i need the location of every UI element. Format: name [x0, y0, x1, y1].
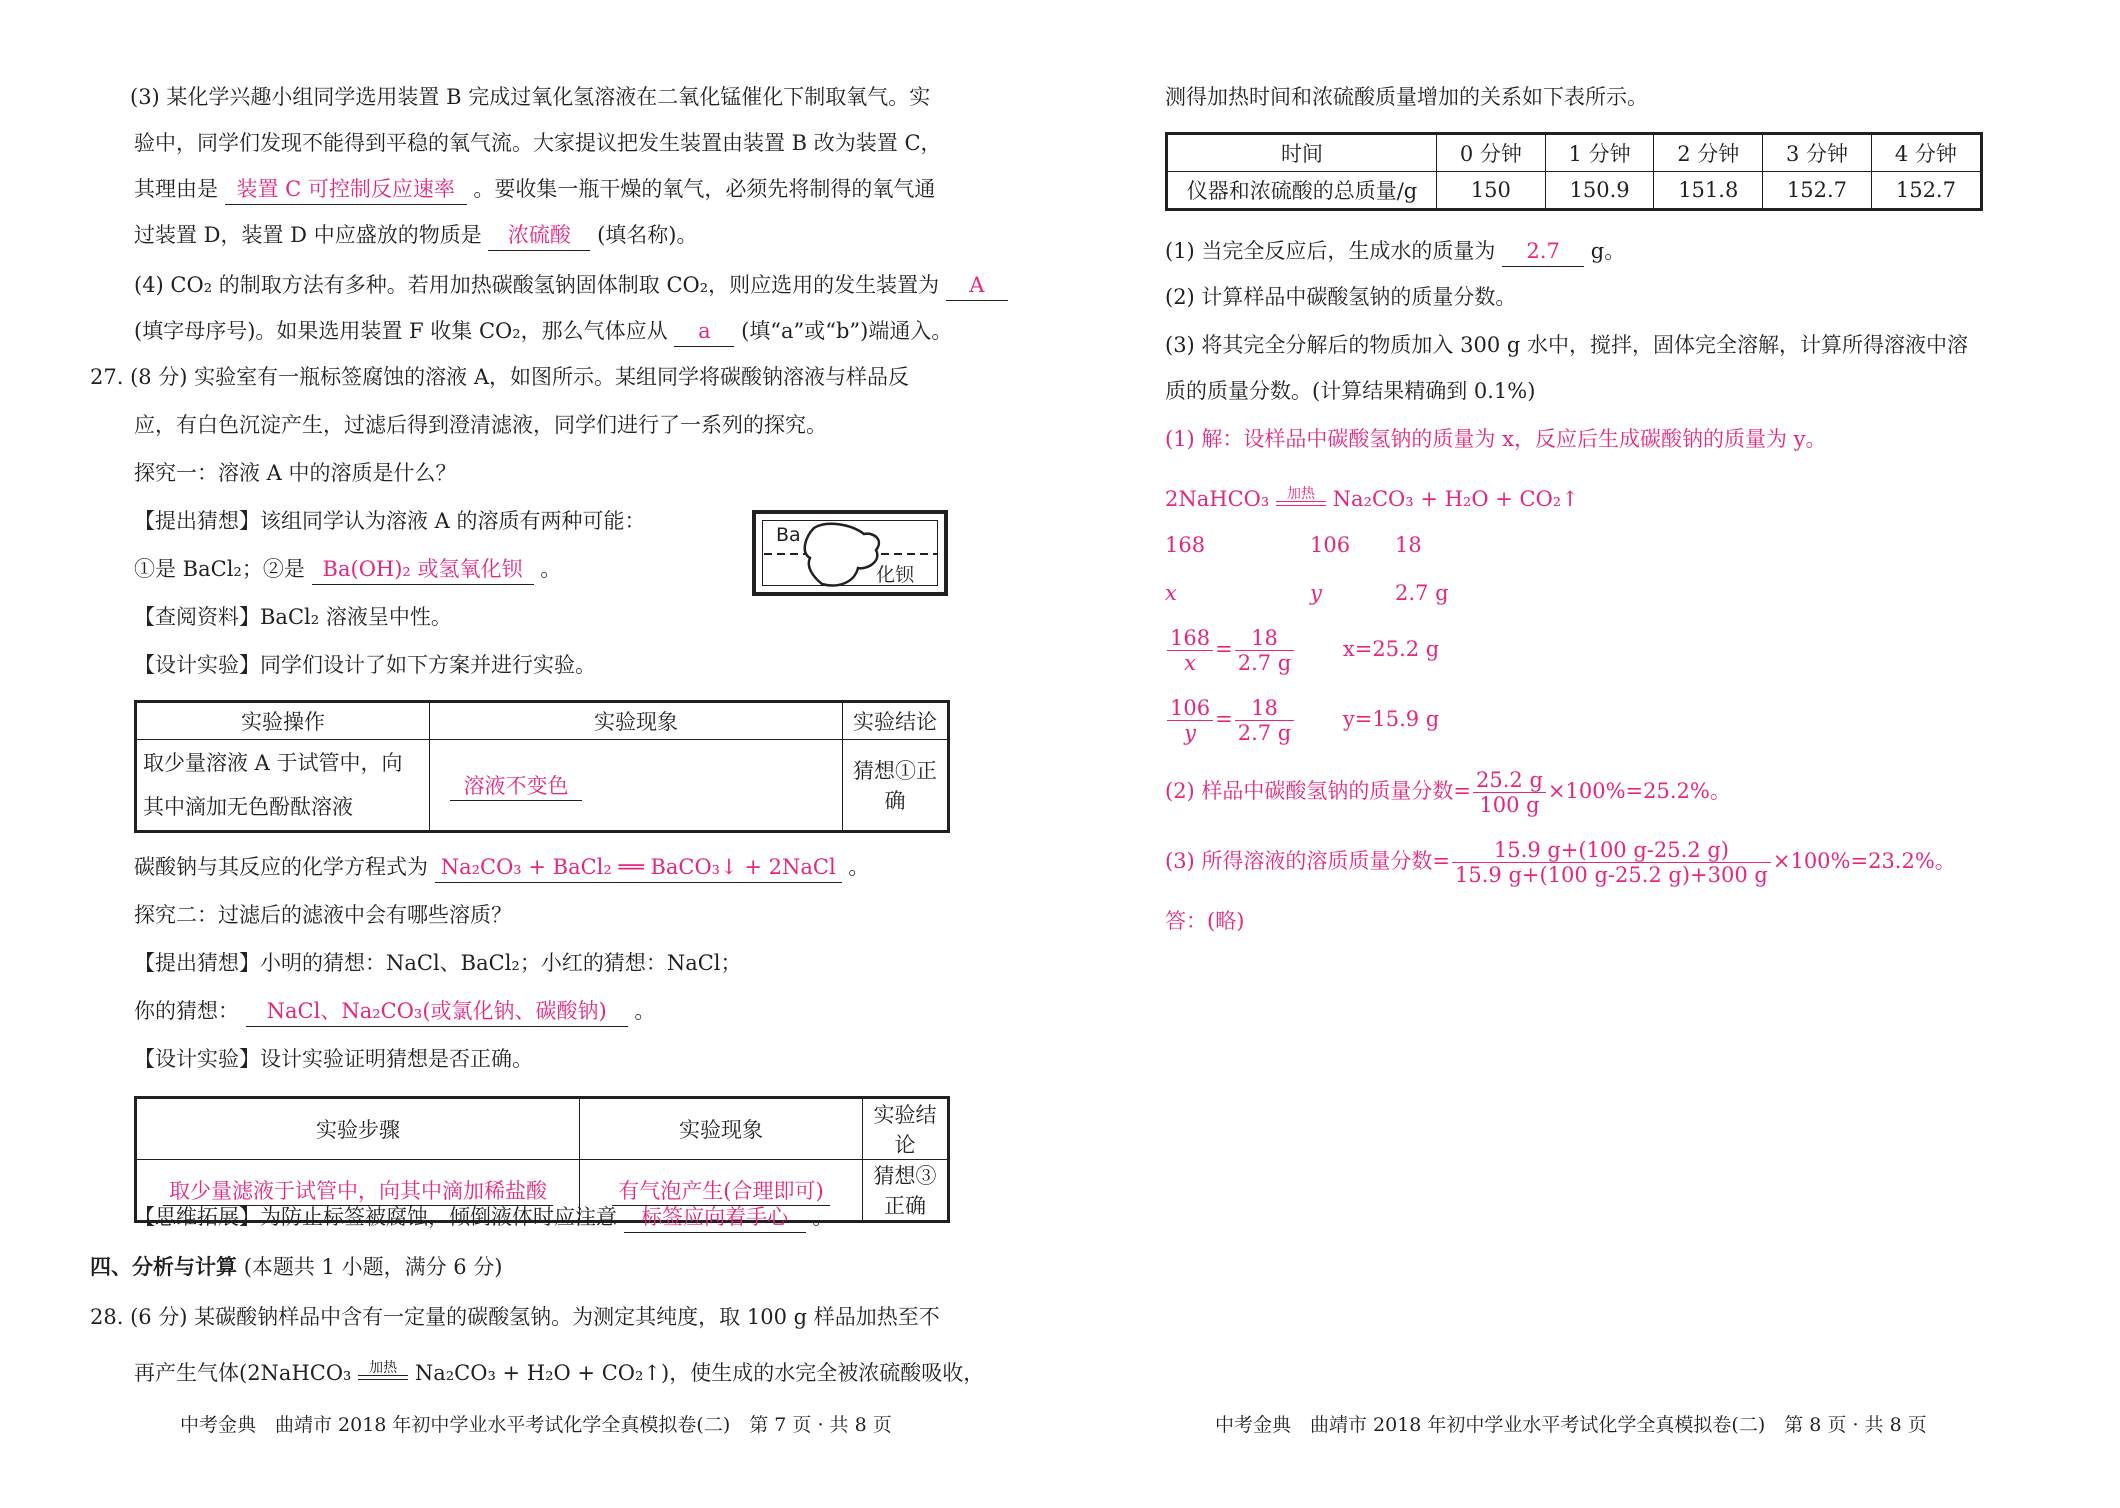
label-text-ba: Ba — [776, 524, 801, 546]
q3-line2: 质的质量分数。(计算结果精确到 0.1%) — [1165, 379, 1536, 403]
result: y=15.9 g — [1342, 707, 1440, 731]
th: 实验结论 — [843, 702, 949, 740]
q27-line2: 应，有白色沉淀产生，过滤后得到澄清滤液，同学们进行了一系列的探究。 — [134, 413, 827, 437]
footer-left: 中考金典 曲靖市 2018 年初中学业水平考试化学全真模拟卷(二) 第 7 页 · 共 8 页 — [180, 1414, 892, 1436]
reference: 【查阅资料】BaCl₂ 溶液呈中性。 — [134, 605, 452, 629]
text: 你的猜想： — [134, 999, 239, 1023]
fraction — [1167, 696, 1213, 745]
ratio-value: 106 — [1310, 533, 1351, 557]
th: 实验结论 — [863, 1098, 949, 1160]
cell-line: 其中滴加无色酚酞溶液 — [143, 795, 353, 819]
text: ①是 BaCl₂；②是 — [134, 557, 305, 581]
numerator: 25.2 g — [1473, 768, 1546, 793]
answer-blank: 溶液不变色 — [450, 770, 582, 801]
table-cell: 152.7 — [1871, 172, 1981, 210]
th: 2 分钟 — [1654, 134, 1763, 172]
text: (填字母序号)。如果选用装置 F 收集 CO₂，那么气体应从 — [134, 319, 668, 343]
q26-3-line4 — [134, 220, 697, 251]
ratio-value: x — [1165, 581, 1177, 605]
explore-2: 探究二：过滤后的滤液中会有哪些溶质？ — [134, 903, 512, 927]
q26-3-line2: 验中，同学们发现不能得到平稳的氧气流。大家提议把发生装置由装置 B 改为装置 C， — [134, 131, 942, 155]
text: Na₂CO₃ + H₂O + CO₂↑ — [1332, 487, 1579, 511]
result: x=25.2 g — [1342, 637, 1440, 661]
intro: 测得加热时间和浓硫酸质量增加的关系如下表所示。 — [1165, 85, 1648, 109]
q3-line1: (3) 将其完全分解后的物质加入 300 g 水中，搅拌，固体完全溶解，计算所得溶液中溶 — [1165, 333, 1968, 357]
section-title: 四、分析与计算 — [90, 1255, 237, 1279]
th: 时间 — [1167, 134, 1437, 172]
answer-blank: NaCl、Na₂CO₃(或氯化钠、碳酸钠) — [246, 996, 628, 1027]
answer-blank: 装置 C 可控制反应速率 — [225, 174, 467, 205]
answer: 答：(略) — [1165, 909, 1245, 933]
text: (填“a”或“b”)端通入。 — [741, 319, 953, 343]
th: 4 分钟 — [1871, 134, 1981, 172]
ratio-value: y — [1310, 581, 1322, 605]
q28-line2 — [134, 1358, 984, 1388]
cell-line: 取少量溶液 A 于试管中，向 — [143, 751, 403, 775]
answer-blank: 有气泡产生(合理即可) — [612, 1175, 829, 1206]
text: (填名称)。 — [597, 223, 698, 247]
table-cell: 151.8 — [1654, 172, 1763, 210]
fraction — [1167, 626, 1213, 675]
table-cell: 150.9 — [1545, 172, 1654, 210]
numerator: 15.9 g+(100 g-25.2 g) — [1452, 838, 1771, 863]
design-1: 【设计实验】同学们设计了如下方案并进行实验。 — [134, 653, 596, 677]
fraction — [1235, 626, 1295, 675]
table-cell: 仪器和浓硫酸的总质量/g — [1167, 172, 1437, 210]
ratio-value: 168 — [1165, 533, 1206, 557]
numerator: 18 — [1235, 696, 1295, 721]
heat-arrow — [358, 1360, 408, 1380]
numerator: 168 — [1167, 626, 1213, 651]
answer-blank: 浓硫酸 — [488, 220, 590, 251]
table-cell: 猜想③正确 — [863, 1160, 949, 1222]
denominator: 15.9 g+(100 g-25.2 g)+300 g — [1455, 863, 1768, 887]
proportion-2: $\frac{106}{y}$ = $\frac{18}{2.7 g}$ y=15.9 g — [1165, 696, 1439, 745]
text: 2NaHCO₃ — [1165, 487, 1270, 511]
denominator: 2.7 g — [1237, 721, 1292, 745]
th: 实验操作 — [136, 702, 430, 740]
q1-line — [1165, 236, 1625, 267]
text: 。 — [634, 999, 656, 1023]
table-cell — [136, 740, 430, 832]
experiment-table-1 — [134, 700, 950, 833]
solution-3 — [1165, 838, 1956, 887]
answer-blank: 2.7 — [1502, 236, 1584, 267]
fraction — [1235, 696, 1295, 745]
text: 【思维拓展】为防止标签被腐蚀，倾倒液体时应注意 — [134, 1205, 617, 1229]
label-text-chem: 化钡 — [876, 564, 915, 586]
text: (3) 所得溶液的溶质质量分数= — [1165, 849, 1451, 873]
text: 再产生气体(2NaHCO₃ — [134, 1361, 352, 1385]
table-cell: 152.7 — [1763, 172, 1872, 210]
q26-3-line3 — [134, 174, 935, 205]
text: (1) 当完全反应后，生成水的质量为 — [1165, 239, 1496, 263]
th: 1 分钟 — [1545, 134, 1654, 172]
text: (4) CO₂ 的制取方法有多种。若用加热碳酸氢钠固体制取 CO₂，则应选用的发生装置为 — [134, 273, 940, 297]
solution-2 — [1165, 768, 1731, 817]
text: 。要收集一瓶干燥的氧气，必须先将制得的氧气通 — [473, 177, 936, 201]
th: 实验步骤 — [136, 1098, 580, 1160]
q2-line: (2) 计算样品中碳酸氢钠的质量分数。 — [1165, 285, 1517, 309]
footer-right: 中考金典 曲靖市 2018 年初中学业水平考试化学全真模拟卷(二) 第 8 页 · 共 8 页 — [1215, 1414, 1927, 1436]
q26-4-line2 — [134, 316, 952, 347]
equation-line — [134, 852, 869, 883]
numerator: 106 — [1167, 696, 1213, 721]
design-2: 【设计实验】设计实验证明猜想是否正确。 — [134, 1047, 533, 1071]
q28-line1: 28. (6 分) 某碳酸钠样品中含有一定量的碳酸氢钠。为测定其纯度，取 100 g 样品加热至不 — [90, 1305, 940, 1329]
mass-table — [1165, 132, 1983, 211]
explore-1: 探究一：溶液 A 中的溶质是什么？ — [134, 461, 457, 485]
th: 实验现象 — [580, 1098, 863, 1160]
answer-blank: 标签应向着手心 — [624, 1202, 806, 1233]
denominator: y — [1184, 721, 1196, 745]
solution-equation — [1165, 484, 1579, 514]
th: 0 分钟 — [1437, 134, 1546, 172]
heat-label: 加热 — [369, 1360, 398, 1376]
denominator: 2.7 g — [1237, 651, 1292, 675]
heat-label: 加热 — [1286, 486, 1315, 502]
guess-2: 【提出猜想】小明的猜想：NaCl、BaCl₂；小红的猜想：NaCl； — [134, 951, 742, 975]
section-note: (本题共 1 小题，满分 6 分) — [243, 1255, 503, 1279]
th: 实验现象 — [430, 702, 843, 740]
text: 其理由是 — [134, 177, 218, 201]
numerator: 18 — [1235, 626, 1295, 651]
table-cell: 猜想①正确 — [843, 740, 949, 832]
answer-blank: a — [674, 316, 734, 347]
proportion-1: $\frac{168}{x}$ = $\frac{18}{2.7 g}$ x=25.2 g — [1165, 626, 1439, 675]
text: 。 — [812, 1205, 834, 1229]
text: 。 — [540, 557, 562, 581]
text: Na₂CO₃ + H₂O + CO₂↑)，使生成的水完全被浓硫酸吸收， — [414, 1361, 985, 1385]
text: g。 — [1590, 239, 1626, 263]
answer-blank: Na₂CO₃ + BaCl₂ ══ BaCO₃↓ + 2NaCl — [435, 852, 842, 883]
table-cell — [430, 740, 843, 832]
table-cell: 150 — [1437, 172, 1546, 210]
answer-blank: A — [946, 270, 1008, 301]
answer-blank: Ba(OH)₂ 或氢氧化钡 — [312, 554, 534, 585]
text: (2) 样品中碳酸氢钠的质量分数= — [1165, 779, 1472, 803]
label-figure — [752, 510, 948, 596]
heat-arrow — [1276, 486, 1326, 506]
text: 碳酸钠与其反应的化学方程式为 — [134, 855, 428, 879]
solution-1: (1) 解：设样品中碳酸氢钠的质量为 x，反应后生成碳酸钠的质量为 y。 — [1165, 427, 1827, 451]
q26-3-line1: (3) 某化学兴趣小组同学选用装置 B 完成过氧化氢溶液在二氧化锰催化下制取氧气。实 — [130, 85, 931, 109]
extension-line — [134, 1202, 833, 1233]
ratio-value: 2.7 g — [1395, 581, 1449, 605]
fraction — [1473, 768, 1546, 817]
denominator: 100 g — [1479, 793, 1540, 817]
denominator: x — [1184, 651, 1196, 675]
text: 。 — [848, 855, 870, 879]
answer-blank: 取少量滤液于试管中，向其中滴加稀盐酸 — [163, 1175, 553, 1206]
text: ×100%=23.2%。 — [1772, 849, 1956, 873]
section-4-heading — [90, 1252, 503, 1282]
text: 过装置 D，装置 D 中应盛放的物质是 — [134, 223, 482, 247]
q27-line1: 27. (8 分) 实验室有一瓶标签腐蚀的溶液 A，如图所示。某组同学将碳酸钠溶液与样品反 — [90, 365, 910, 389]
guess-1: 【提出猜想】该组同学认为溶液 A 的溶质有两种可能： — [134, 509, 646, 533]
q26-4-line1 — [134, 270, 1008, 301]
guess-3-line — [134, 996, 655, 1027]
th: 3 分钟 — [1763, 134, 1872, 172]
fraction — [1452, 838, 1771, 887]
ratio-value: 18 — [1395, 533, 1422, 557]
guess-1-line — [134, 554, 561, 585]
text: ×100%=25.2%。 — [1547, 779, 1731, 803]
